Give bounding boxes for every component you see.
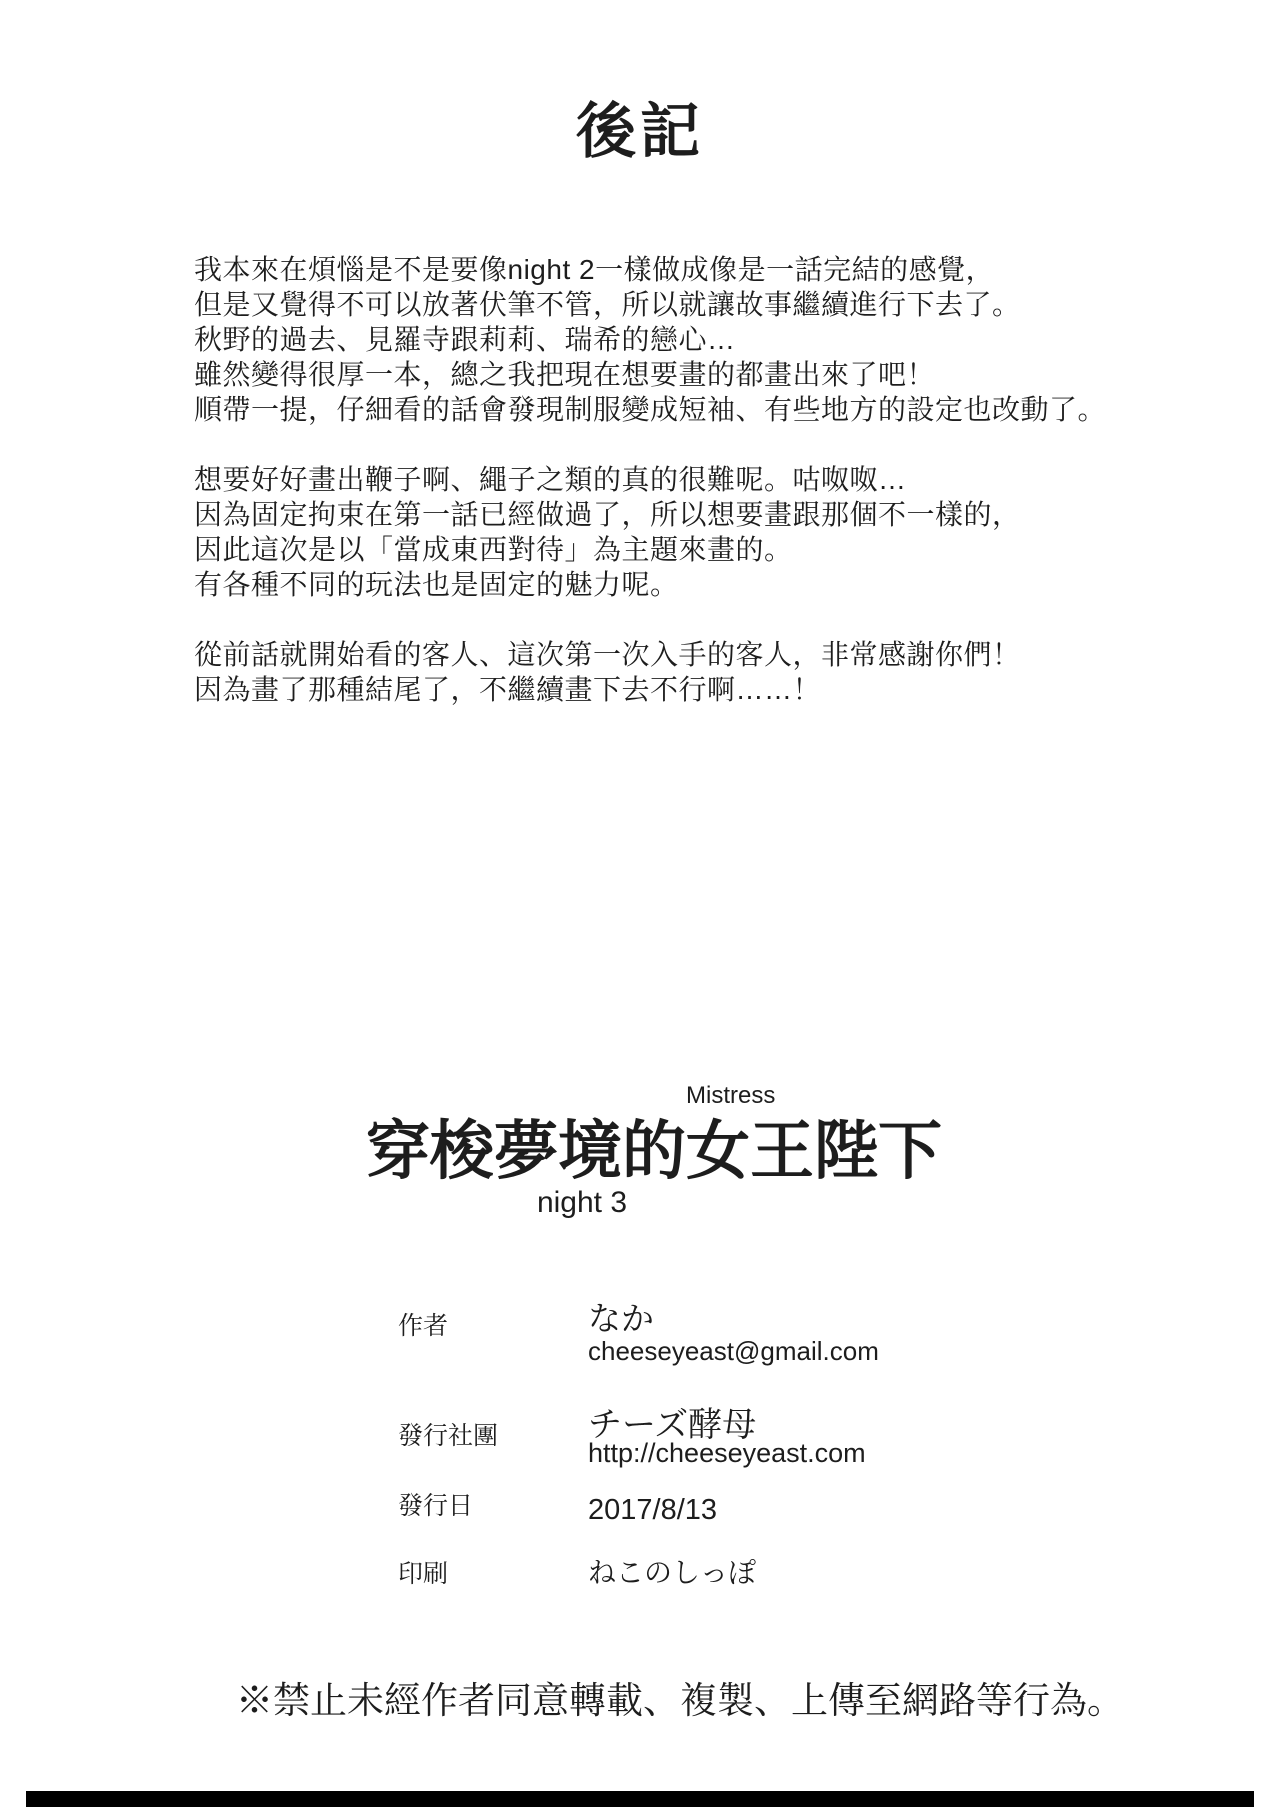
book-title: 穿梭夢境的女王陛下 <box>366 1115 942 1187</box>
credit-author-email: cheeseyeast@gmail.com <box>588 1336 879 1366</box>
credit-label-author: 作者 <box>398 1312 449 1340</box>
credit-circle-url: http://cheeseyeast.com <box>588 1438 866 1468</box>
afterword-line: 因為固定拘束在第一話已經做過了，所以想要畫跟那個不一樣的， <box>194 499 1021 530</box>
bottom-black-bar <box>26 1791 1254 1807</box>
afterword-line: 因此這次是以「當成東西對待」為主題來畫的。 <box>194 534 793 565</box>
credit-value-publish-date: 2017/8/13 <box>588 1494 718 1526</box>
afterword-line: 從前話就開始看的客人、這次第一次入手的客人，非常感謝你們！ <box>194 639 1021 670</box>
book-subtitle: night 3 <box>536 1186 628 1219</box>
copyright-notice: ※禁止未經作者同意轉載、複製、上傳至網路等行為。 <box>236 1680 1124 1721</box>
afterword-line: 想要好好畫出鞭子啊、繩子之類的真的很難呢。咕呶呶… <box>194 464 907 495</box>
afterword-paragraph-3 <box>194 637 1144 707</box>
afterword-line: 但是又覺得不可以放著伏筆不管，所以就讓故事繼續進行下去了。 <box>194 289 1021 320</box>
title-ruby-annotation: Mistress <box>686 1082 776 1109</box>
afterword-line: 順帶一提，仔細看的話會發現制服變成短袖、有些地方的設定也改動了。 <box>194 394 1107 425</box>
credit-label-printer: 印刷 <box>398 1560 449 1588</box>
credit-value-printer: ねこのしっぽ <box>588 1557 757 1588</box>
afterword-line: 秋野的過去、見羅寺跟莉莉、瑞希的戀心… <box>194 324 736 355</box>
credit-value-author: なか <box>588 1300 654 1337</box>
afterword-paragraph-1 <box>194 252 1144 427</box>
afterword-paragraph-2 <box>194 462 1144 602</box>
afterword-line: 因為畫了那種結尾了，不繼續畫下去不行啊……！ <box>194 674 822 705</box>
afterword-line: 有各種不同的玩法也是固定的魅力呢。 <box>194 569 679 600</box>
afterword-text <box>194 252 1144 742</box>
credit-value-circle: チーズ酵母 <box>588 1406 757 1444</box>
credit-label-publish-date: 發行日 <box>398 1492 474 1520</box>
afterword-line: 雖然變得很厚一本，總之我把現在想要畫的都畫出來了吧！ <box>194 359 936 390</box>
afterword-line: 我本來在煩惱是不是要像night 2一樣做成像是一話完結的感覺， <box>194 254 995 285</box>
page-title: 後記 <box>576 98 704 165</box>
credit-label-circle: 發行社團 <box>398 1422 499 1450</box>
